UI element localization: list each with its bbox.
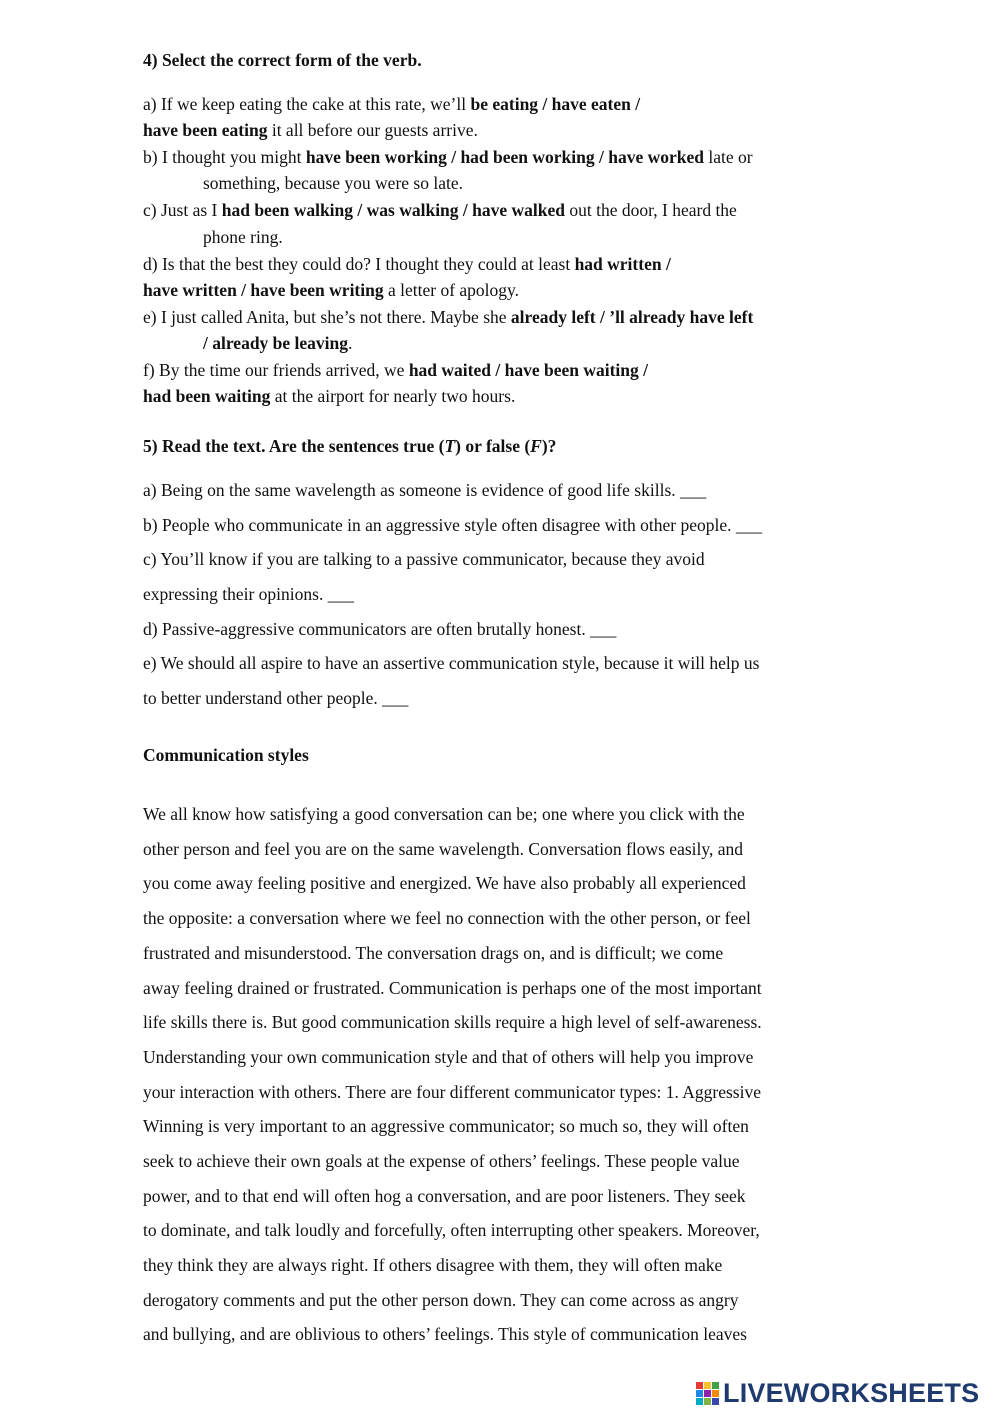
reading-line: life skills there is. But good communication skills require a high level of self-awareness. xyxy=(143,1012,762,1032)
verb-options: had been waiting xyxy=(143,386,271,406)
exercise-4-item-b: b) I thought you might have been working / had been working / have worked late or xyxy=(143,147,753,167)
logo-grid-icon xyxy=(696,1382,719,1405)
logo-square xyxy=(704,1382,711,1389)
logo-square xyxy=(704,1398,711,1405)
reading-line: the opposite: a conversation where we feel no connection with the other person, or feel xyxy=(143,908,751,928)
logo-square xyxy=(712,1390,719,1397)
exercise-5-item-b: b) People who communicate in an aggressive style often disagree with other people. ___ xyxy=(143,515,763,535)
verb-options: / already be leaving xyxy=(203,333,349,353)
reading-line: your interaction with others. There are four different communicator types: 1. Aggressive xyxy=(143,1082,761,1102)
verb-options: had been walking / was walking / have walked xyxy=(221,200,566,220)
exercise-5-item-d: d) Passive-aggressive communicators are often brutally honest. ___ xyxy=(143,619,617,639)
verb-options: had waited / have been waiting / xyxy=(408,360,649,380)
exercise-5-item-c: c) You’ll know if you are talking to a passive communicator, because they avoid xyxy=(143,549,705,569)
verb-options: have written / have been writing xyxy=(143,280,384,300)
exercise-4-item-c: c) Just as I had been walking / was walking / have walked out the door, I heard the xyxy=(143,200,737,220)
exercise-4-item-a: a) If we keep eating the cake at this rate, we’ll be eating / have eaten / xyxy=(143,94,641,114)
exercise-4-item-d: d) Is that the best they could do? I thought they could at least had written / xyxy=(143,254,671,274)
reading-line: derogatory comments and put the other person down. They can come across as angry xyxy=(143,1290,739,1310)
exercise-4-item-e: e) I just called Anita, but she’s not there. Maybe she already left / ’ll already have left xyxy=(143,307,754,327)
reading-line: to dominate, and talk loudly and forcefully, often interrupting other speakers. Moreover, xyxy=(143,1220,760,1240)
exercise-5-title: 5) Read the text. Are the sentences true (T) or false (F)? xyxy=(143,436,557,456)
reading-line: seek to achieve their own goals at the expense of others’ feelings. These people value xyxy=(143,1151,740,1171)
exercise-5-item-a: a) Being on the same wavelength as someone is evidence of good life skills. ___ xyxy=(143,480,707,500)
verb-options: have been eating xyxy=(143,120,268,140)
logo-square xyxy=(712,1382,719,1389)
logo-square xyxy=(696,1382,703,1389)
logo-text: LIVEWORKSHEETS xyxy=(723,1378,980,1408)
reading-line: and bullying, and are oblivious to others’ feelings. This style of communication leaves xyxy=(143,1324,747,1344)
reading-line: Winning is very important to an aggressive communicator; so much so, they will often xyxy=(143,1116,749,1136)
exercise-4-item-f-cont: had been waiting at the airport for nearly two hours. xyxy=(143,386,516,406)
exercise-4-item-b-cont: something, because you were so late. xyxy=(203,173,463,193)
reading-line: We all know how satisfying a good conversation can be; one where you click with the xyxy=(143,804,745,824)
exercise-4-item-a-cont: have been eating it all before our guests arrive. xyxy=(143,120,478,140)
exercise-4-item-c-cont: phone ring. xyxy=(203,227,283,247)
exercise-4-title: 4) Select the correct form of the verb. xyxy=(143,50,422,70)
reading-heading: Communication styles xyxy=(143,745,309,765)
reading-line: away feeling drained or frustrated. Communication is perhaps one of the most important xyxy=(143,978,762,998)
exercise-4-item-f: f) By the time our friends arrived, we had waited / have been waiting / xyxy=(143,360,649,380)
exercise-4-item-e-cont: / already be leaving. xyxy=(203,333,353,353)
reading-line: frustrated and misunderstood. The conversation drags on, and is difficult; we come xyxy=(143,943,724,963)
logo-square xyxy=(704,1390,711,1397)
reading-line: Understanding your own communication style and that of others will help you improve xyxy=(143,1047,754,1067)
verb-options: be eating / have eaten / xyxy=(470,94,641,114)
reading-line: you come away feeling positive and energized. We have also probably all experienced xyxy=(143,873,746,893)
verb-options: already left / ’ll already have left xyxy=(510,307,754,327)
exercise-5-item-c-cont: expressing their opinions. ___ xyxy=(143,584,354,604)
exercise-4-item-d-cont: have written / have been writing a letter of apology. xyxy=(143,280,520,300)
logo-square xyxy=(696,1390,703,1397)
logo-square xyxy=(696,1398,703,1405)
verb-options: had written / xyxy=(574,254,671,274)
liveworksheets-logo xyxy=(696,1378,979,1408)
verb-options: have been working / had been working / have worked xyxy=(305,147,705,167)
reading-line: power, and to that end will often hog a conversation, and are poor listeners. They seek xyxy=(143,1186,746,1206)
reading-line: other person and feel you are on the same wavelength. Conversation flows easily, and xyxy=(143,839,743,859)
reading-line: they think they are always right. If others disagree with them, they will often make xyxy=(143,1255,723,1275)
exercise-5-item-e-cont: to better understand other people. ___ xyxy=(143,688,409,708)
logo-square xyxy=(712,1398,719,1405)
exercise-5-item-e: e) We should all aspire to have an assertive communication style, because it will help us xyxy=(143,653,760,673)
